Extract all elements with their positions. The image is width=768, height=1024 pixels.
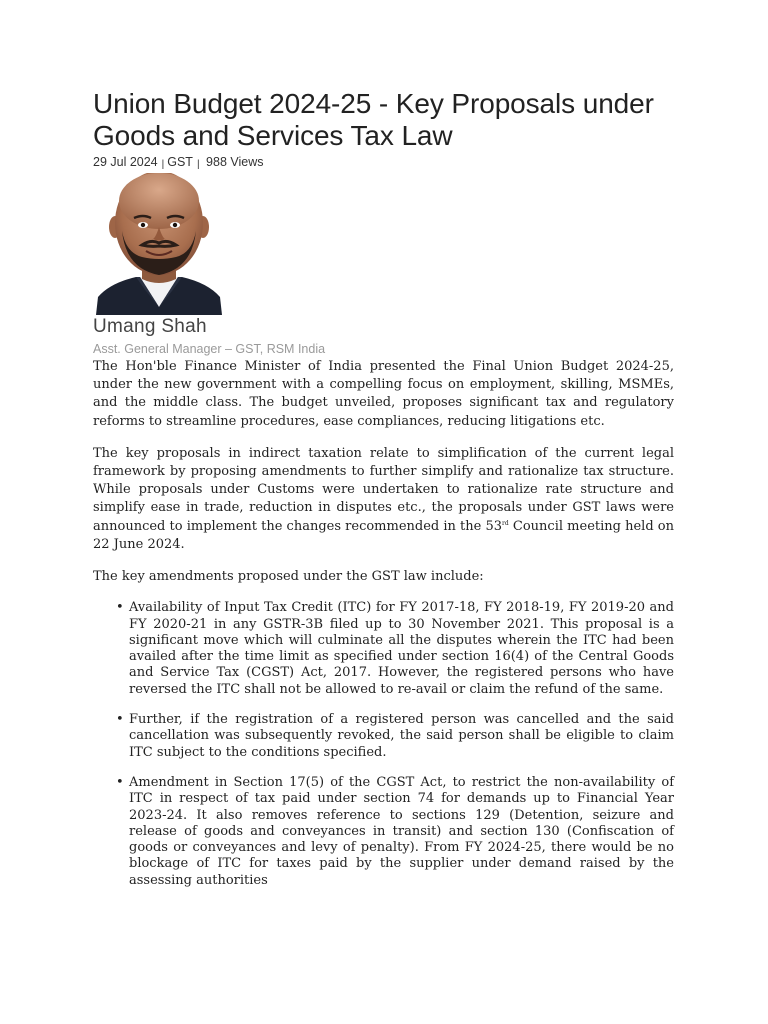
author-role: Asst. General Manager – GST, RSM India xyxy=(93,342,326,356)
article-meta xyxy=(93,153,674,171)
proposals-text: The key proposals in indirect taxation relate to simplification of the current legal framework by proposing amendments to further simplify and rationalize tax structure. While proposals under Customs were undertaken to rationalize rate structure and simplify ease in trade, reduction in disputes etc., the proposals under GST laws were announced to implement the changes recommended in the 53 xyxy=(93,445,674,534)
list-item-text: Further, if the registration of a registered person was cancelled and the said cancellation was subsequently revoked, the said person shall be eligible to claim ITC subject to the conditions specified. xyxy=(129,712,674,760)
article-date: 29 Jul 2024 xyxy=(93,155,158,169)
ordinal-suffix: rd xyxy=(502,519,509,527)
proposals-paragraph xyxy=(93,445,674,554)
article xyxy=(93,88,674,903)
meta-separator: | xyxy=(161,159,165,170)
meta-separator: | xyxy=(196,159,200,170)
intro-paragraph: The Hon'ble Finance Minister of India presented the Final Union Budget 2024-25, under the new government with a compelling focus on employment, skilling, MSMEs, and the middle class. The budget unveiled, proposes significant tax and regulatory reforms to streamline procedures, ease compliances, reducing litigations etc. xyxy=(93,359,674,429)
proposals-text-end: Council meeting held on 22 June 2024. xyxy=(93,518,674,552)
article-views: 988 Views xyxy=(206,155,264,169)
author-name: Umang Shah xyxy=(93,316,207,337)
amendments-list xyxy=(93,600,674,889)
list-item-text: Amendment in Section 17(5) of the CGST Act, to restrict the non-availability of ITC in respect of tax paid under section 74 for demands up to Financial Year 2023-24. It also removes reference to sections 129 (Detention, seizure and release of goods and conveyances in transit) and section 130 (Confiscation of goods or conveyances and levy of penalty). From FY 2024-25, there would be no blockage of ITC for taxes paid by the supplier under demand raised by the assessing authorities xyxy=(129,774,674,888)
amendments-intro: The key amendments proposed under the GST law include: xyxy=(93,569,484,585)
bullet-icon: • xyxy=(116,774,124,790)
list-item-text: Availability of Input Tax Credit (ITC) for FY 2017-18, FY 2018-19, FY 2019-20 and FY 2020-21 in any GSTR-3B filed up to 30 November 2021. This proposal is a significant move which will culminate all the disputes wherein the ITC had been availed after the time limit as specified under section 16(4) of the Central Goods and Service Tax (CGST) Act, 2017. However, the registered persons who have reversed the ITC shall not be allowed to re-avail or claim the refund of the same. xyxy=(129,600,674,697)
list-item xyxy=(116,712,674,761)
article-title: Union Budget 2024-25 - Key Proposals under Goods and Services Tax Law xyxy=(93,88,654,151)
bullet-icon: • xyxy=(116,712,124,728)
article-category-link[interactable]: GST xyxy=(167,155,193,169)
list-item xyxy=(116,600,674,698)
author-photo xyxy=(96,173,222,315)
bullet-icon: • xyxy=(116,600,124,616)
list-item xyxy=(116,774,674,889)
